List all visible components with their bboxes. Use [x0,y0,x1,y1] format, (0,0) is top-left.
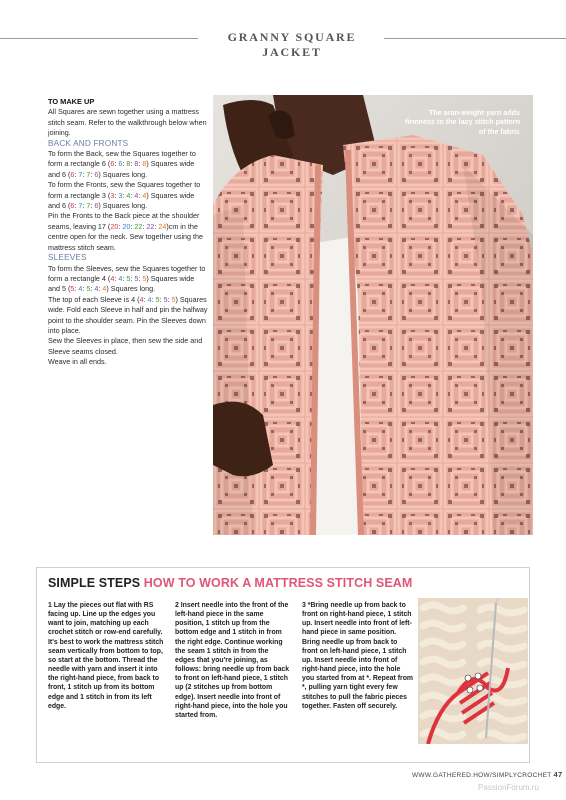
page-footer [412,770,562,779]
size-value: 20 [122,221,131,231]
size-value: 8 [126,159,131,169]
size-value: 6 [94,169,99,179]
size-value: 4 [134,190,139,200]
size-value: 6 [70,169,75,179]
size-value: 20 [110,221,119,231]
step-number: 2 [175,602,179,609]
step-1 [48,601,166,711]
make-up-intro: All Squares are sewn together using a mattress stitch seam. Refer to the walkthrough below when joining. [48,107,207,138]
text-run: The top of each Sleeve is 4 ( [48,294,140,304]
weave-ends-instructions: Weave in all ends. [48,357,107,367]
text-run: ) Squares long. [106,284,156,294]
text-run: ) Squares wide. Fold each Sleeve in half and pin the halfway point to the shoulder seam. Pin the Sleeves down into place. [48,294,208,335]
sleeves-heading: SLEEVES [48,253,87,263]
text-run: ) Squares wide and 6 ( [48,190,195,211]
simple-steps-label: SIMPLE STEPS [48,576,141,590]
size-value: 6 [110,159,115,169]
size-value: 5 [86,284,91,294]
size-value: 7 [78,169,83,179]
size-value: 4 [126,190,131,200]
step-number: 3 [302,602,306,609]
header-rule-left [0,38,198,39]
size-value: 5 [142,273,147,283]
step-text: *Bring needle up from back to front on right-hand piece, 1 stitch up. Insert needle into front of left-hand piece in same position. Bring needle up from back to front on left-hand piece, 1 stitch up. Insert needle into front of right-hand piece, into the hole you started from at *. Repeat from *, pulling yarn tight every few stitches to pull the fabric pieces together. Fasten off securely. [302,602,414,710]
size-value: 4 [94,284,99,294]
size-value: 4 [110,273,115,283]
simple-steps-title [48,576,412,590]
size-value: 5 [163,294,168,304]
size-value: 22 [146,221,155,231]
size-value: 3 [118,190,123,200]
size-value: 5 [134,273,139,283]
text-run: ) Squares long. [98,169,148,179]
step-text: Lay the pieces out flat with RS facing up. Line up the edges you want to join, matching up each crochet stitch or row-end carefully. It's best to work the mattress stitch seam vertically from bottom to top, so start at the bottom. Thread the needle with yarn and insert it into the right-hand piece, from back to front, 1 stitch up from its bottom edge and 1 stitch in from its left edge. [48,602,164,710]
size-value: 6 [118,159,123,169]
jacket-illustration [213,95,533,535]
size-value: 6 [70,201,75,211]
size-value: 5 [126,273,131,283]
size-value: 4 [139,294,144,304]
header-rule-right [384,38,566,39]
text-run: To form the Fronts, sew the Squares together to form a rectangle 3 ( [48,180,201,200]
text-run: Pin the Fronts to the Back piece at the shoulder seams, leaving 17 ( [48,211,200,231]
make-up-heading: TO MAKE UP [48,97,95,106]
size-value: 22 [134,221,143,231]
text-run: To form the Sleeves, sew the Squares together to form a rectangle 4 ( [48,263,206,283]
make-up-instructions [48,97,208,368]
size-value: 4 [147,294,152,304]
size-value: 4 [142,190,147,200]
step-2 [175,601,290,720]
size-value: 4 [78,284,83,294]
size-value: 8 [134,159,139,169]
mattress-stitch-photo [418,598,528,744]
size-value: 5 [171,294,176,304]
text-run: ) Squares wide and 5 ( [48,273,195,294]
jacket-photo [213,95,533,535]
sleeves-instructions: To form the Sleeves, sew the Squares together to form a rectangle 4 (4: 4: 5: 5: 5) Squares wide and 5 (5: 4: 5: 4: 4) Squares long. [48,263,206,294]
step-number: 1 [48,602,52,609]
step-3 [302,601,414,711]
size-value: 8 [142,159,147,169]
size-value: 5 [155,294,160,304]
text-run: ) Squares wide and 6 ( [48,159,195,179]
text-run: )cm in the centre open for the neck. Sew together using the mattress stitch seam. [48,221,204,252]
sleeve-top-instructions: The top of each Sleeve is 4 (4: 4: 5: 5: 5) Squares wide. Fold each Sleeve in half and pin the halfway point to the shoulder seam. Pin the Sleeves down into place. [48,294,208,335]
fronts-instructions: To form the Fronts, sew the Squares together to form a rectangle 3 (3: 3: 4: 4: 4) Squares wide and 6 (6: 7: 7: 6) Squares long. [48,180,201,211]
size-value: 4 [102,284,107,294]
text-run: ) Squares long. [98,201,148,211]
size-value: 7 [86,201,91,211]
text-run: To form the Back, sew the Squares together to form a rectangle 6 ( [48,149,196,169]
size-value: 24 [158,221,167,231]
size-value: 7 [86,169,91,179]
page-number: 47 [553,770,563,779]
sew-sleeves-instructions: Sew the Sleeves in place, then sew the side and Sleeve seams closed. [48,336,203,356]
shoulder-instructions: Pin the Fronts to the Back piece at the shoulder seams, leaving 17 (20: 20: 22: 22: 24)cm in the centre open for the neck. Sew together using the mattress stitch seam. [48,211,204,252]
footer-url: WWW.GATHERED.HOW/SIMPLYCROCHET [412,772,552,779]
watermark: PassionForum.ru [478,783,539,792]
size-value: 7 [78,201,83,211]
page-header-title: GRANNY SQUARE JACKET [227,30,357,59]
photo-caption: The aran-weight yarn adds firmness to the lacy stitch pattern of the fabric [404,108,520,136]
size-value: 5 [70,284,75,294]
back-instructions: To form the Back, sew the Squares together to form a rectangle 6 (6: 6: 8: 8: 8) Squares wide and 6 (6: 7: 7: 6) Squares long. [48,149,196,179]
size-value: 6 [94,201,99,211]
step-text: Insert needle into the front of the left-hand piece in the same position, 1 stitch up from the bottom edge and 1 stitch in from the right edge. Continue working the seam 1 stitch in from the edges that you're joining, as follows: bring needle up from back to front on left-hand piece, 1 stitch up (2 stitches up from bottom edge). Insert needle into front of right-hand piece, into the hole you started from. [175,602,290,719]
size-value: 4 [118,273,123,283]
back-fronts-heading: BACK AND FRONTS [48,138,129,148]
simple-steps-subtitle: HOW TO WORK A MATTRESS STITCH SEAM [143,576,413,590]
mattress-stitch-illustration [418,598,528,744]
size-value: 3 [110,190,115,200]
